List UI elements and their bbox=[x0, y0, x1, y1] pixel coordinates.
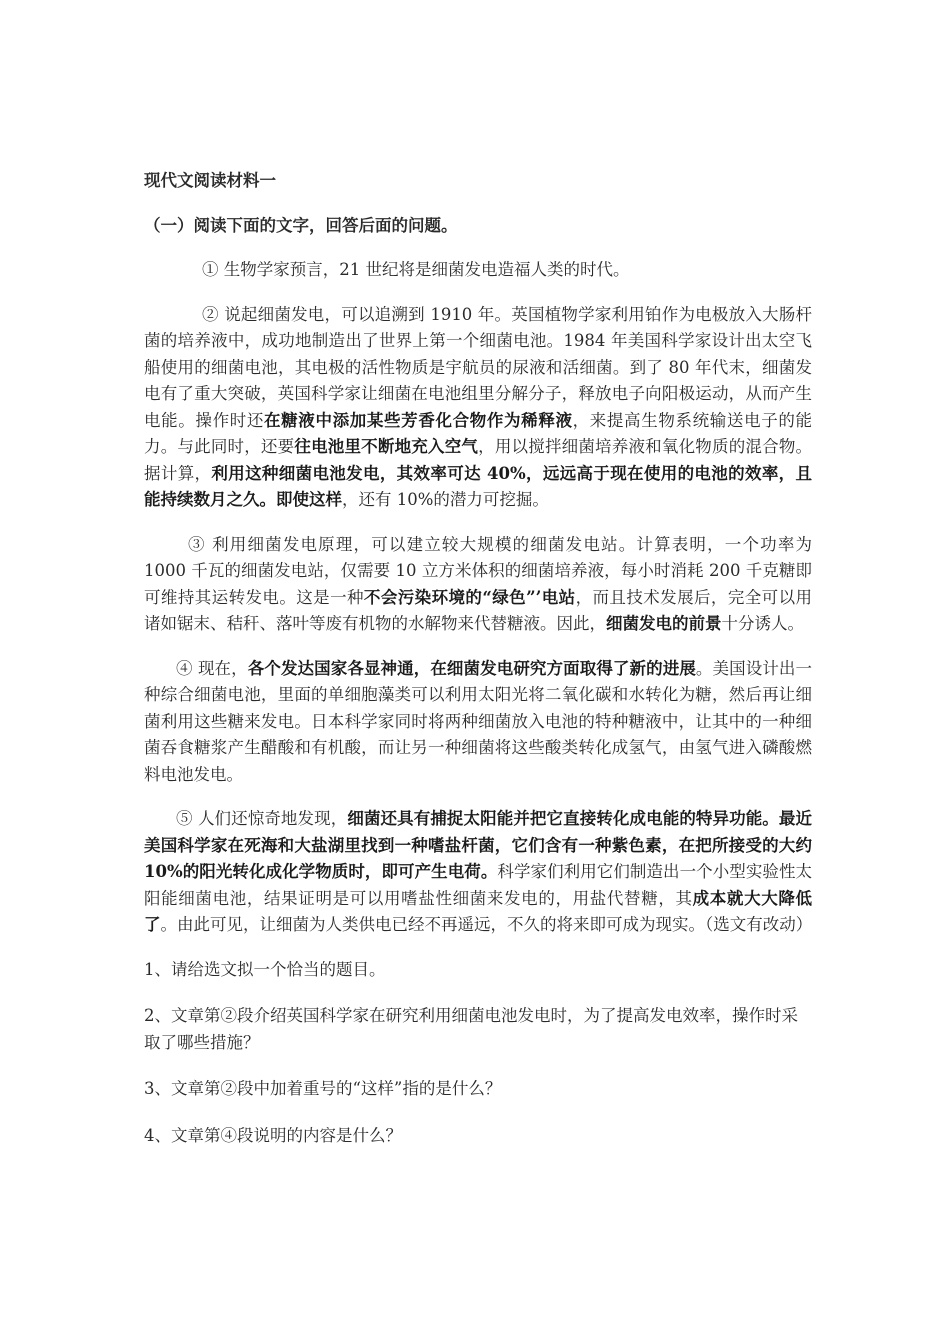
text-run: ，而且技术发展后，完全可以用诸如锯末、秸秆、落叶等废有机物的水解物来代替糖液。因此， bbox=[144, 587, 813, 633]
text-run: 。美国设计出一种综合细菌电池，里面的单细胞藻类可以利用太阳光将二氧化碳和水转化为糖，然后再让细菌利用这些糖来发电。日本科学家同时将两种细菌放入电池的特种糖液中，让其中的一种细菌吞食糖浆产生醋酸和有机酸，而让另一种细菌将这些酸类转化成氢气，由氢气进入磷酸燃料电池发电。 bbox=[144, 658, 813, 784]
text-run: ⑤ 人们还惊奇地发现， bbox=[176, 809, 348, 828]
text-run: ② 说起细菌发电，可以追溯到 1910 年。英国植物学家利用铂作为电极放入大肠杆菌的培养液中，成功地制造出了世界上第一个细菌电池。1984 年美国科学家设计出太空飞船使用的细菌电池，其电极的活性物质是宇航员的尿液和活细菌。到了 80 年代末，细菌发电有了重大突破，英国科学家让细菌在电池组里分解分子，释放电子向阳极运动，从而产生电能。操作时还 bbox=[144, 304, 812, 430]
paragraph-4 bbox=[144, 656, 812, 789]
text-run: ，用以搅拌细菌培养液和氧化物质的混合物。据计算， bbox=[144, 437, 813, 483]
question-1: 1、请给选文拟一个恰当的题目。 bbox=[144, 959, 386, 979]
emphasis-run: 细菌发电的前景 bbox=[606, 614, 722, 633]
emphasis-run: 各个发达国家各显神通，在细菌发电研究方面取得了新的进展 bbox=[247, 658, 696, 678]
question-3: 3、文章第②段中加着重号的“这样”指的是什么？ bbox=[144, 1079, 502, 1098]
emphasis-run: 不会污染环境的“绿色”’电站 bbox=[363, 587, 576, 607]
question-2: 2、文章第②段介绍英国科学家在研究利用细菌电池发电时，为了提高发电效率，操作时采取了哪些措施？ bbox=[144, 1006, 798, 1052]
text-run: 。由此可见，让细菌为人类供电已经不再遥远，不久的将来即可成为现实。（选文有改动） bbox=[160, 915, 813, 934]
emphasis-run: 成本就大大降低了 bbox=[144, 888, 813, 934]
emphasis-run: 利用这种细菌电池发电，其效率可达 40%，远远高于现在使用的电池的效率，且能持续数月之久。即使这样 bbox=[144, 463, 813, 509]
document-page bbox=[144, 168, 812, 1169]
paragraph-3 bbox=[144, 532, 812, 638]
paragraph-5 bbox=[144, 806, 812, 939]
emphasis-run: 在糖液中添加某些芳香化合物作为稀释液 bbox=[264, 410, 573, 430]
document-title: 现代文阅读材料一 bbox=[144, 171, 276, 190]
paragraph-1: ① 生物学家预言，21 世纪将是细菌发电造福人类的时代。 bbox=[202, 260, 630, 279]
emphasis-run: 往电池里不断地充入空气 bbox=[294, 437, 479, 456]
text-run: ③ 利用细菌发电原理，可以建立较大规模的细菌发电站。计算表明，一个功率为 1000 千瓦的细菌发电站，仅需要 10 立方米体积的细菌培养液，每小时消耗 200 千克糖即可维持其运转发电。这是一种 bbox=[144, 534, 812, 607]
question-4: 4、文章第④段说明的内容是什么？ bbox=[144, 1125, 402, 1145]
text-run: ④ 现在， bbox=[176, 658, 248, 678]
text-run: ，来提高生物系统输送电子的能力。与此同时，还要 bbox=[144, 410, 813, 456]
section-heading: （一）阅读下面的文字，回答后面的问题。 bbox=[144, 215, 458, 235]
text-run: 十分诱人。 bbox=[721, 614, 804, 633]
paragraph-2 bbox=[144, 302, 812, 514]
text-run: 科学家们利用它们制造出一个小型实验性太阳能细菌电池，结果证明是可以用嗜盐性细菌来发电的，用盐代替糖，其 bbox=[144, 862, 813, 908]
text-run: ，还有 10%的潜力可挖掘。 bbox=[342, 490, 549, 509]
emphasis-run: 细菌还具有捕捉太阳能并把它直接转化成电能的特异功能。最近美国科学家在死海和大盐湖里找到一种嗜盐杆菌，它们含有一种紫色素，在把所接受的大约 10%的阳光转化成化学物质时，即可产生电荷。 bbox=[144, 809, 813, 881]
